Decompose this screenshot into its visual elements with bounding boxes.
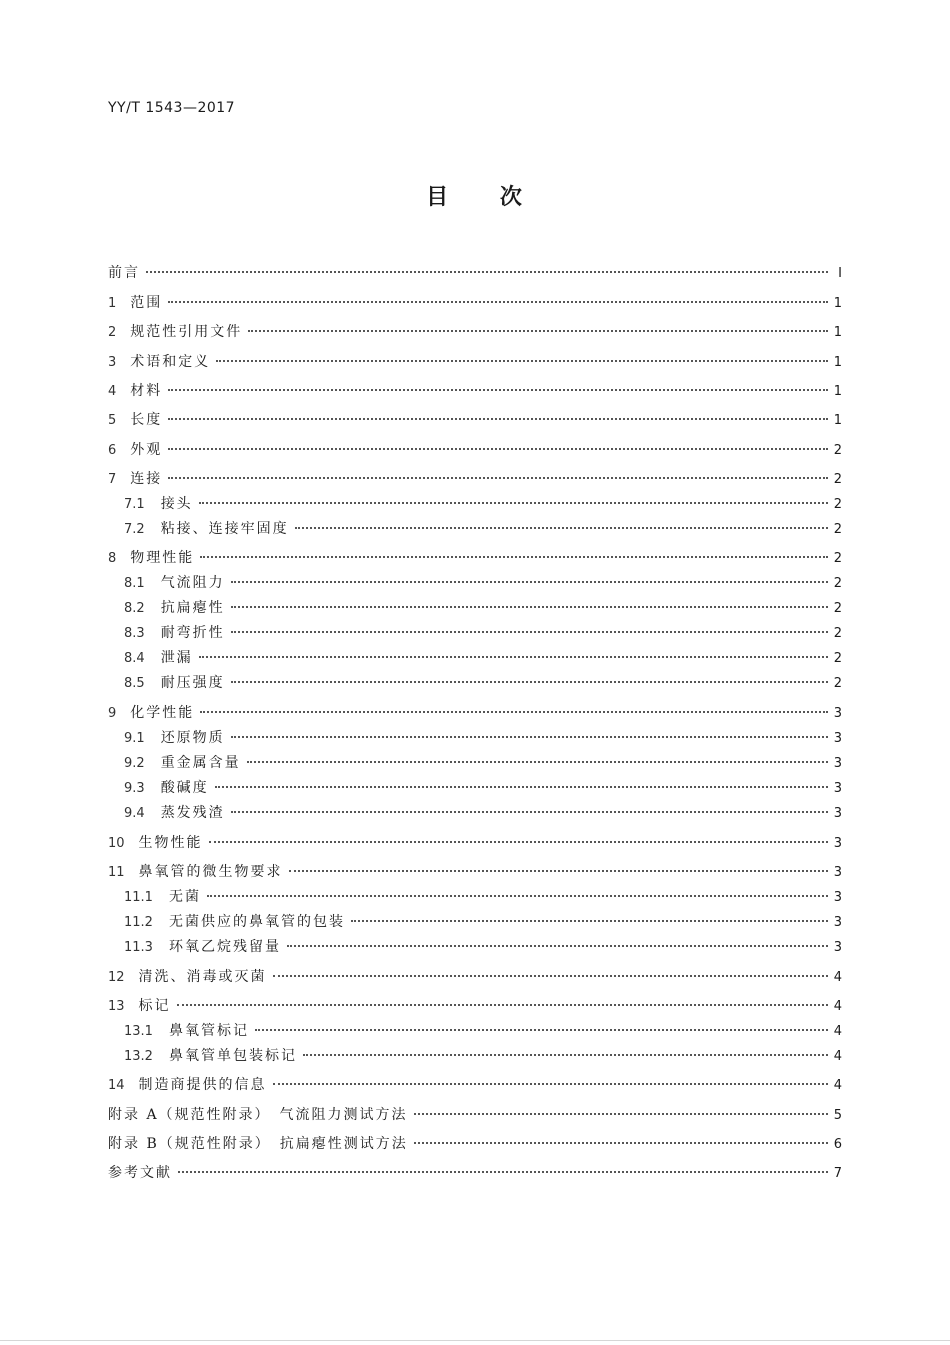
toc-leader-dots xyxy=(231,567,828,583)
toc-entry-page: 2 xyxy=(833,626,842,641)
toc-entry-page: 4 xyxy=(833,1078,842,1093)
toc-entry-number: 2 xyxy=(108,325,117,340)
toc-entry-page: 3 xyxy=(833,756,842,771)
toc-leader-dots xyxy=(231,592,828,608)
toc-entry-title: 制造商提供的信息 xyxy=(138,1077,267,1093)
toc-entry-page: 2 xyxy=(833,676,842,691)
toc-entry-page: 3 xyxy=(833,781,842,796)
toc-entry[interactable] xyxy=(108,1132,842,1152)
toc-entry-page: 2 xyxy=(833,522,842,537)
toc-entry-title: 酸碱度 xyxy=(160,780,209,796)
toc-leader-dots xyxy=(168,375,827,391)
toc-entry-title: 规范性引用文件 xyxy=(130,324,243,340)
toc-entry-title: 鼻氧管标记 xyxy=(168,1023,249,1039)
toc-entry-title: 耐弯折性 xyxy=(160,625,225,641)
toc-leader-dots xyxy=(216,346,827,362)
toc-leader-dots xyxy=(248,316,827,332)
toc-entry-title: 粘接、连接牢固度 xyxy=(160,521,289,537)
toc-entry[interactable] xyxy=(124,646,842,666)
toc-entry-page: 3 xyxy=(833,706,842,721)
toc-entry[interactable] xyxy=(124,935,842,955)
toc-entry-title: 环氧乙烷残留量 xyxy=(168,939,281,955)
toc-entry-number: 9.2 xyxy=(124,756,145,771)
toc-entry[interactable] xyxy=(124,1019,842,1039)
toc-entry[interactable] xyxy=(108,408,842,428)
toc-entry-page: 4 xyxy=(833,999,842,1014)
toc-leader-dots xyxy=(303,1040,828,1056)
toc-entry[interactable] xyxy=(108,1103,842,1123)
toc-entry-number: 9.1 xyxy=(124,731,145,746)
toc-entry-page: 3 xyxy=(833,731,842,746)
toc-entry-title: 生物性能 xyxy=(138,835,203,851)
toc-entry[interactable] xyxy=(108,1161,842,1181)
toc-entry-title: 标记 xyxy=(138,998,171,1014)
toc-leader-dots xyxy=(231,797,828,813)
toc-entry-page: 1 xyxy=(833,413,842,428)
toc-leader-dots xyxy=(168,463,827,479)
toc-entry[interactable] xyxy=(124,776,842,796)
toc-entry-number: 13 xyxy=(108,999,125,1014)
toc-entry[interactable] xyxy=(108,701,842,721)
toc-entry-number: 8.1 xyxy=(124,576,145,591)
toc-entry-number: 5 xyxy=(108,413,117,428)
toc-entry-page: 3 xyxy=(833,836,842,851)
toc-entry-number: 7 xyxy=(108,472,117,487)
toc-entry-title: 连接 xyxy=(130,471,163,487)
toc-entry-page: 2 xyxy=(833,472,842,487)
toc-leader-dots xyxy=(255,1015,828,1031)
toc-entry-title: 附录 A（规范性附录） 气流阻力测试方法 xyxy=(108,1107,408,1123)
toc-leader-dots xyxy=(414,1128,828,1144)
toc-entry-number: 12 xyxy=(108,970,125,985)
toc-leader-dots xyxy=(207,881,828,897)
toc-leader-dots xyxy=(414,1099,828,1115)
toc-leader-dots xyxy=(199,642,828,658)
toc-entry-number: 11 xyxy=(108,865,125,880)
toc-entry[interactable] xyxy=(108,860,842,880)
toc-entry-title: 材料 xyxy=(130,383,163,399)
toc-entry-title: 气流阻力 xyxy=(160,575,225,591)
toc-leader-dots xyxy=(295,513,828,529)
toc-leader-dots xyxy=(215,772,828,788)
toc-entry-number: 4 xyxy=(108,384,117,399)
toc-entry-title: 无菌 xyxy=(168,889,201,905)
toc-entry-title: 还原物质 xyxy=(160,730,225,746)
toc-entry-page: 2 xyxy=(833,551,842,566)
toc-leader-dots xyxy=(168,287,827,303)
toc-entry[interactable] xyxy=(108,379,842,399)
toc-entry-page: 1 xyxy=(833,355,842,370)
toc-leader-dots xyxy=(199,488,828,504)
toc-entry-page: 1 xyxy=(833,384,842,399)
toc-entry-page: 2 xyxy=(833,601,842,616)
toc-entry-page: 3 xyxy=(833,940,842,955)
toc-entry[interactable] xyxy=(124,751,842,771)
toc-leader-dots xyxy=(273,961,828,977)
toc-entry[interactable] xyxy=(108,261,842,281)
page-title: 目 次 xyxy=(426,185,524,210)
toc-entry-title: 接头 xyxy=(160,496,193,512)
toc-entry[interactable] xyxy=(108,320,842,340)
toc-entry-page: 7 xyxy=(833,1166,842,1181)
toc-leader-dots xyxy=(168,404,827,420)
toc-entry-title: 蒸发残渣 xyxy=(160,805,225,821)
toc-entry[interactable] xyxy=(108,438,842,458)
toc-entry-number: 9.3 xyxy=(124,781,145,796)
toc-entry-title: 泄漏 xyxy=(160,650,193,666)
toc-entry-title: 鼻氧管的微生物要求 xyxy=(138,864,283,880)
toc-entry-title: 长度 xyxy=(130,412,163,428)
toc-entry-number: 8.5 xyxy=(124,676,145,691)
toc-entry-page: 1 xyxy=(833,296,842,311)
toc-entry-page: 3 xyxy=(833,865,842,880)
toc-entry-number: 8.2 xyxy=(124,601,145,616)
toc-entry[interactable] xyxy=(124,910,842,930)
page-edge-divider xyxy=(0,1340,950,1341)
toc-entry-number: 11.2 xyxy=(124,915,153,930)
toc-entry[interactable] xyxy=(124,517,842,537)
toc-entry[interactable] xyxy=(124,492,842,512)
toc-entry-number: 14 xyxy=(108,1078,125,1093)
toc-entry-page: 6 xyxy=(833,1137,842,1152)
toc-entry-number: 7.1 xyxy=(124,497,145,512)
toc-entry-number: 11.1 xyxy=(124,890,153,905)
toc-entry-number: 7.2 xyxy=(124,522,145,537)
toc-entry[interactable] xyxy=(108,546,842,566)
toc-leader-dots xyxy=(289,856,828,872)
toc-leader-dots xyxy=(168,434,827,450)
toc-entry[interactable] xyxy=(108,467,842,487)
toc-entry-title: 抗扁瘪性 xyxy=(160,600,225,616)
toc-entry-number: 13.1 xyxy=(124,1024,153,1039)
toc-entry-number: 11.3 xyxy=(124,940,153,955)
toc-entry-page: 4 xyxy=(833,1024,842,1039)
toc-entry-number: 8.4 xyxy=(124,651,145,666)
toc-leader-dots xyxy=(247,747,828,763)
toc-entry[interactable] xyxy=(108,831,842,851)
toc-leader-dots xyxy=(231,667,828,683)
toc-entry-title: 术语和定义 xyxy=(130,354,211,370)
toc-entry[interactable] xyxy=(108,994,842,1014)
toc-entry-title: 附录 B（规范性附录） 抗扁瘪性测试方法 xyxy=(108,1136,408,1152)
toc-entry-number: 13.2 xyxy=(124,1049,153,1064)
toc-entry-page: 4 xyxy=(833,1049,842,1064)
toc-entry-page: 5 xyxy=(833,1108,842,1123)
toc-entry-title: 鼻氧管单包装标记 xyxy=(168,1048,297,1064)
toc-entry-page: 1 xyxy=(833,325,842,340)
toc-leader-dots xyxy=(178,1157,828,1173)
toc-entry[interactable] xyxy=(124,1044,842,1064)
toc-entry[interactable] xyxy=(124,671,842,691)
toc-leader-dots xyxy=(231,722,828,738)
toc-entry-page: 2 xyxy=(833,443,842,458)
toc-entry-page: 3 xyxy=(833,806,842,821)
toc-entry[interactable] xyxy=(108,350,842,370)
toc-entry[interactable] xyxy=(124,801,842,821)
toc-leader-dots xyxy=(209,827,828,843)
toc-entry[interactable] xyxy=(124,571,842,591)
toc-leader-dots xyxy=(146,257,828,273)
toc-entry[interactable] xyxy=(108,291,842,311)
toc-entry-page: Ⅰ xyxy=(838,266,842,281)
toc-entry-number: 8.3 xyxy=(124,626,145,641)
toc-leader-dots xyxy=(273,1069,828,1085)
toc-entry-title: 参考文献 xyxy=(108,1165,172,1181)
toc-entry-number: 9 xyxy=(108,706,117,721)
toc-entry[interactable] xyxy=(124,621,842,641)
toc-leader-dots xyxy=(351,906,828,922)
toc-entry-number: 9.4 xyxy=(124,806,145,821)
toc-entry[interactable] xyxy=(108,965,842,985)
toc-leader-dots xyxy=(177,990,828,1006)
document-code: YY/T 1543—2017 xyxy=(108,100,236,116)
toc-entry-number: 1 xyxy=(108,296,117,311)
toc-entry-title: 重金属含量 xyxy=(160,755,241,771)
toc-entry-number: 3 xyxy=(108,355,117,370)
toc-leader-dots xyxy=(231,617,828,633)
toc-entry-number: 6 xyxy=(108,443,117,458)
toc-entry-number: 8 xyxy=(108,551,117,566)
toc-entry-title: 清洗、消毒或灭菌 xyxy=(138,969,267,985)
toc-entry-page: 2 xyxy=(833,497,842,512)
toc-entry-title: 耐压强度 xyxy=(160,675,225,691)
toc-entry-title: 前言 xyxy=(108,265,140,281)
toc-leader-dots xyxy=(287,931,828,947)
toc-entry-page: 4 xyxy=(833,970,842,985)
toc-entry-title: 无菌供应的鼻氧管的包装 xyxy=(168,914,345,930)
toc-entry[interactable] xyxy=(124,726,842,746)
toc-entry-title: 范围 xyxy=(130,295,163,311)
toc-entry-title: 化学性能 xyxy=(130,705,195,721)
toc-entry-page: 3 xyxy=(833,890,842,905)
toc-entry-number: 10 xyxy=(108,836,125,851)
toc-entry-title: 外观 xyxy=(130,442,163,458)
toc-leader-dots xyxy=(200,697,827,713)
toc-entry[interactable] xyxy=(124,885,842,905)
toc-entry[interactable] xyxy=(124,596,842,616)
toc-entry[interactable] xyxy=(108,1073,842,1093)
toc-leader-dots xyxy=(200,542,827,558)
toc-entry-title: 物理性能 xyxy=(130,550,195,566)
toc-entry-page: 2 xyxy=(833,651,842,666)
toc-entry-page: 2 xyxy=(833,576,842,591)
toc-entry-page: 3 xyxy=(833,915,842,930)
